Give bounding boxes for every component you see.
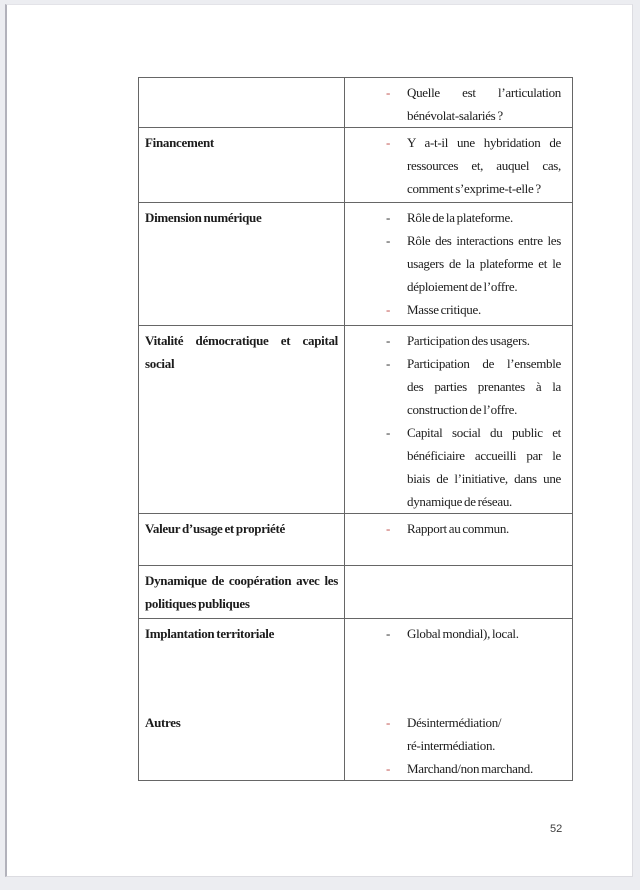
dash-icon: - [386,302,391,317]
dash-icon: - [386,233,391,248]
text-line-bullet: Capital social du public et [407,425,561,440]
category-cell [139,128,345,203]
table-row [139,619,573,781]
table-row [139,203,573,326]
text-line-bullet: Y a-t-il une hybridation de [407,135,561,150]
text-line-category: Implantation territoriale [145,626,275,641]
page-number: 52 [550,823,563,835]
category-label [145,131,338,154]
dash-icon: - [386,85,391,100]
dash-icon: - [386,135,391,150]
text-line-category: Autres [145,715,181,730]
dash-icon: - [386,761,391,776]
category-cell [139,566,345,619]
vertical-spacer [345,645,561,711]
category-label [145,206,338,229]
text-line-bullet: biais de l’initiative, dans une [407,471,561,486]
text-line-category: Financement [145,135,214,150]
text-line-bullet: ressources et, auquel cas, [407,158,561,173]
text-line-bullet: déploiement de l’offre. [407,279,518,294]
category-label [145,329,338,375]
bullet-text [407,329,561,352]
dash-icon: - [386,210,391,225]
bullet-item [345,81,561,127]
text-line-bullet: Rôle des interactions entre les [407,233,561,248]
text-line-bullet: Marchand/non marchand. [407,761,533,776]
bullets-cell [345,78,573,128]
vertical-spacer [145,645,338,711]
text-line-bullet: comment s’exprime-t-elle ? [407,181,541,196]
document-page [5,4,633,877]
bullet-item [345,352,561,421]
text-line-bullet: Masse critique. [407,302,481,317]
bullet-item [345,206,561,229]
bullet-item [345,622,561,645]
bullets-cell [345,619,573,781]
text-line-bullet: Global mondial), local. [407,626,519,641]
text-line-bullet: construction de l’offre. [407,402,518,417]
text-line-bullet: Participation de l’ensemble [407,356,561,371]
bullet-text [407,757,561,780]
category-label [145,517,338,540]
bullet-text [407,81,561,127]
dash-icon: - [386,626,391,641]
category-label [145,569,338,615]
text-line-bullet: ré-intermédiation. [407,738,496,753]
bullets-cell [345,326,573,514]
bullet-text [407,206,561,229]
text-line-bullet: des parties prenantes à la [407,379,561,394]
text-line-bullet: Quelle est l’articulation [407,85,561,100]
bullet-text [407,711,561,757]
bullet-text [407,352,561,421]
bullet-text [407,622,561,645]
bullet-text [407,298,561,321]
dash-icon: - [386,356,391,371]
bullets-cell [345,128,573,203]
text-line-category: Dimension numérique [145,210,262,225]
text-line-category: Dynamique de coopération avec les [145,573,338,588]
text-line-bullet: Désintermédiation/ [407,715,502,730]
evaluation-criteria-table [138,77,573,781]
bullet-item [345,329,561,352]
bullet-text [407,517,561,540]
text-line-category: Valeur d’usage et propriété [145,521,285,536]
bullet-item [345,517,561,540]
text-line-bullet: bénéficiaire accueilli par le [407,448,561,463]
text-line-bullet: bénévolat-salariés ? [407,108,503,123]
text-line-bullet: usagers de la plateforme et le [407,256,561,271]
table-row [139,78,573,128]
bullet-text [407,421,561,513]
bullet-item [345,229,561,298]
category-label [145,711,338,734]
dash-icon: - [386,425,391,440]
bullets-cell [345,514,573,566]
bullets-cell [345,203,573,326]
table-row [139,128,573,203]
dash-icon: - [386,333,391,348]
text-line-category: politiques publiques [145,596,250,611]
category-cell [139,619,345,781]
bullet-item [345,757,561,780]
text-line-bullet: Rapport au commun. [407,521,509,536]
text-line-bullet: Rôle de la plateforme. [407,210,513,225]
category-cell [139,203,345,326]
table-row [139,514,573,566]
bullet-item [345,421,561,513]
text-line-category: social [145,356,175,371]
dash-icon: - [386,521,391,536]
text-line-bullet: dynamique de réseau. [407,494,512,509]
table-row [139,326,573,514]
bullet-item [345,131,561,200]
bullet-item [345,711,561,757]
bullet-text [407,229,561,298]
bullet-text [407,131,561,200]
text-line-category: Vitalité démocratique et capital [145,333,338,348]
text-line-bullet: Participation des usagers. [407,333,530,348]
category-cell [139,78,345,128]
category-label [145,622,338,645]
category-cell [139,514,345,566]
table-row [139,566,573,619]
bullet-item [345,298,561,321]
dash-icon: - [386,715,391,730]
bullets-cell [345,566,573,619]
category-cell [139,326,345,514]
